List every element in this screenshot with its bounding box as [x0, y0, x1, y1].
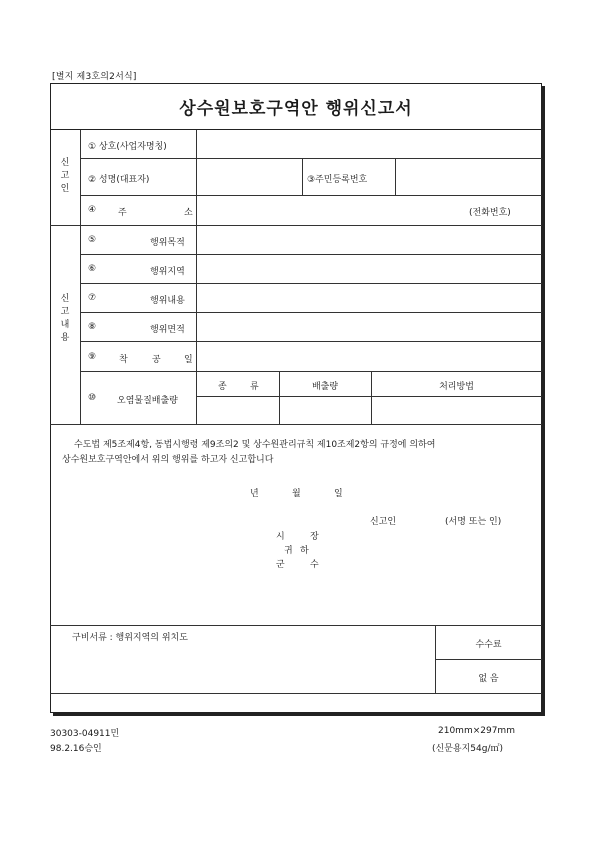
- pollutant-discharge-label: 오염물질배출량: [117, 396, 178, 406]
- frame-shadow-bottom: [53, 713, 545, 716]
- start-date-field[interactable]: [197, 342, 541, 370]
- form-title: 상수원보호구역안 행위신고서: [179, 98, 413, 119]
- required-documents: 구비서류 : 행위지역의 위치도: [72, 633, 188, 643]
- area-number: ⑥: [88, 264, 97, 274]
- size-number: ⑧: [88, 322, 97, 332]
- activity-purpose-field[interactable]: [197, 226, 541, 253]
- representative-name-label: ② 성명(대표자): [88, 175, 150, 185]
- activity-size-label: 행위면적: [150, 325, 185, 335]
- declaration-statement: [62, 438, 532, 468]
- purpose-number: ⑤: [88, 235, 97, 245]
- name-cell-divider: [302, 158, 303, 195]
- discharge-number: ⑩: [88, 393, 97, 403]
- address-number: ④: [88, 205, 97, 215]
- address-label-part: 주: [118, 208, 127, 218]
- addressee-part: 귀: [284, 546, 293, 556]
- activity-purpose-label: 행위목적: [150, 238, 185, 248]
- date-year: 년: [250, 489, 259, 499]
- reporter-label: 신고인: [370, 517, 397, 527]
- activity-area-field[interactable]: [197, 255, 541, 282]
- address-label-part: 소: [184, 208, 193, 218]
- phone-number-label: (전화번호): [469, 208, 511, 218]
- section-divider: [50, 693, 542, 694]
- discharge-kind-header-part: 류: [250, 382, 259, 392]
- addressee-part: 하: [300, 546, 309, 556]
- section-divider: [50, 625, 542, 626]
- activity-area-label: 행위지역: [150, 267, 185, 277]
- activity-content-field[interactable]: [197, 284, 541, 311]
- discharge-amount-header: 배출량: [311, 382, 339, 392]
- start-date-label-part: 일: [184, 355, 193, 365]
- fee-divider: [435, 659, 542, 660]
- paper-type: (신문용지54g/㎡): [432, 744, 503, 754]
- resident-number-label: ③주민등록번호: [307, 175, 368, 185]
- form-number-label: [별지 제3호의2서식]: [52, 72, 137, 82]
- resident-number-field[interactable]: [396, 159, 541, 194]
- title-row: [50, 83, 542, 130]
- form-code: 30303-04911민: [50, 729, 120, 739]
- start-date-label-part: 공: [152, 355, 161, 365]
- frame-shadow-right: [542, 86, 545, 716]
- activity-content-label: 행위내용: [150, 296, 185, 306]
- company-name-field[interactable]: [197, 131, 541, 157]
- addressee-part: 수: [310, 560, 319, 570]
- addressee-part: 장: [310, 532, 319, 542]
- fee-label: 수수료: [475, 640, 502, 650]
- date-month: 월: [292, 489, 301, 499]
- treatment-method-header: 처리방법: [439, 382, 474, 392]
- row-divider: [80, 371, 542, 372]
- treatment-method-field[interactable]: [372, 397, 541, 423]
- applicant-group-label: 신 고 인: [60, 158, 70, 194]
- activity-size-field[interactable]: [197, 313, 541, 340]
- signature-or-seal: (서명 또는 인): [445, 517, 502, 527]
- report-group-label: 신 고 내 용: [60, 294, 70, 343]
- content-number: ⑦: [88, 293, 97, 303]
- section-divider: [50, 424, 542, 425]
- fee-value: 없 음: [478, 674, 499, 684]
- group-label-divider: [80, 130, 81, 424]
- addressee-part: 군: [276, 560, 285, 570]
- discharge-kind-header-part: 종: [218, 382, 227, 392]
- company-name-label: ① 상호(사업자명칭): [88, 142, 167, 152]
- declaration-line: 수도법 제5조제4항, 동법시행령 제9조의2 및 상수원관리규칙 제10조제2항의 규정에 의하여: [74, 440, 436, 450]
- addressee-part: 시: [276, 532, 285, 542]
- start-date-label-part: 착: [119, 355, 128, 365]
- discharge-kind-field[interactable]: [197, 397, 278, 423]
- representative-name-field[interactable]: [197, 159, 301, 194]
- discharge-amount-field[interactable]: [280, 397, 370, 423]
- declaration-line: 상수원보호구역안에서 위의 행위를 하고자 신고합니다: [62, 455, 274, 465]
- date-day: 일: [334, 489, 343, 499]
- approval-date: 98.2.16승인: [50, 744, 102, 754]
- paper-size: 210mm×297mm: [438, 726, 515, 736]
- start-date-number: ⑨: [88, 352, 97, 362]
